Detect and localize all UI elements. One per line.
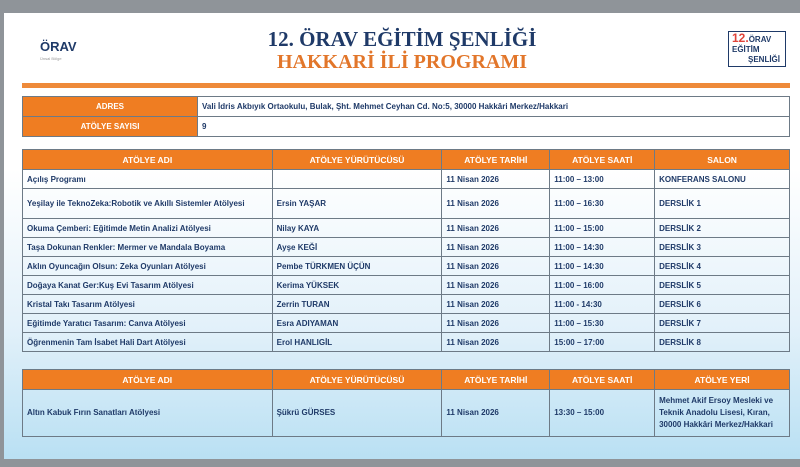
date-cell: 11 Nisan 2026 <box>442 276 550 295</box>
location-cell: DERSLİK 4 <box>655 257 790 276</box>
workshop-name-cell: Aklın Oyuncağın Olsun: Zeka Oyunları Atölyesi <box>23 257 273 276</box>
location-cell: DERSLİK 6 <box>655 295 790 314</box>
location-cell: DERSLİK 7 <box>655 314 790 333</box>
time-cell: 11:00 - 14:30 <box>550 295 655 314</box>
location-cell: DERSLİK 5 <box>655 276 790 295</box>
workshop-name-cell: Altın Kabuk Fırın Sanatları Atölyesi <box>23 390 273 437</box>
time-cell: 11:00 – 14:30 <box>550 257 655 276</box>
time-cell: 11:00 – 13:00 <box>550 170 655 189</box>
table-row <box>23 390 790 437</box>
workshop-name-cell: Öğrenmenin Tam İsabet Hali Dart Atölyesi <box>23 333 273 352</box>
count-row <box>23 117 790 137</box>
column-header: SALON <box>655 150 790 170</box>
address-value: Vali İdris Akbıyık Ortaokulu, Bulak, Şht. Mehmet Ceyhan Cd. No:5, 30000 Hakkâri Merkez/Hakkari <box>198 97 790 117</box>
column-header: ATÖLYE TARİHİ <box>442 150 550 170</box>
workshop-name-cell: Yeşilay ile TeknoZeka:Robotik ve Akıllı Sistemler Atölyesi <box>23 189 273 219</box>
date-cell: 11 Nisan 2026 <box>442 219 550 238</box>
column-header: ATÖLYE ADI <box>23 370 273 390</box>
column-header: ATÖLYE YERİ <box>655 370 790 390</box>
location-cell: DERSLİK 8 <box>655 333 790 352</box>
column-header: ATÖLYE YÜRÜTÜCÜSÜ <box>272 150 442 170</box>
table-row <box>23 238 790 257</box>
external-workshop-table <box>22 369 790 437</box>
instructor-cell: Nilay KAYA <box>272 219 442 238</box>
address-label: ADRES <box>23 97 198 117</box>
address-row <box>23 97 790 117</box>
orange-divider <box>22 83 790 88</box>
count-label: ATÖLYE SAYISI <box>23 117 198 137</box>
location-cell: Mehmet Akif Ersoy Mesleki ve Teknik Anadolu Lisesi, Kıran, 30000 Hakkâri Merkez/Hakkari <box>655 390 790 437</box>
instructor-cell: Pembe TÜRKMEN ÜÇÜN <box>272 257 442 276</box>
table-row <box>23 257 790 276</box>
date-cell: 11 Nisan 2026 <box>442 295 550 314</box>
column-header: ATÖLYE ADI <box>23 150 273 170</box>
date-cell: 11 Nisan 2026 <box>442 170 550 189</box>
date-cell: 11 Nisan 2026 <box>442 257 550 276</box>
instructor-cell: Ayşe KEĞİ <box>272 238 442 257</box>
date-cell: 11 Nisan 2026 <box>442 189 550 219</box>
table-row <box>23 333 790 352</box>
instructor-cell: Zerrin TURAN <box>272 295 442 314</box>
instructor-cell: Şükrü GÜRSES <box>272 390 442 437</box>
workshop-name-cell: Açılış Programı <box>23 170 273 189</box>
table-row <box>23 314 790 333</box>
time-cell: 11:00 – 16:30 <box>550 189 655 219</box>
orav-logo: ÖRAV Ünsal Bölge <box>40 39 77 61</box>
column-header: ATÖLYE SAATİ <box>550 150 655 170</box>
time-cell: 11:00 – 15:00 <box>550 219 655 238</box>
table-row <box>23 295 790 314</box>
table-header <box>23 370 790 390</box>
location-cell: DERSLİK 1 <box>655 189 790 219</box>
instructor-cell: Ersin YAŞAR <box>272 189 442 219</box>
time-cell: 11:00 – 14:30 <box>550 238 655 257</box>
page-title: 12. ÖRAV EĞİTİM ŞENLİĞİ <box>267 27 537 51</box>
instructor-cell <box>272 170 442 189</box>
table-row <box>23 276 790 295</box>
slide <box>4 13 800 459</box>
column-header: ATÖLYE SAATİ <box>550 370 655 390</box>
time-cell: 15:00 – 17:00 <box>550 333 655 352</box>
column-header: ATÖLYE TARİHİ <box>442 370 550 390</box>
table-header <box>23 150 790 170</box>
workshop-name-cell: Eğitimde Yaratıcı Tasarım: Canva Atölyesi <box>23 314 273 333</box>
page-subtitle: HAKKARİ İLİ PROGRAMI <box>276 51 527 73</box>
workshop-name-cell: Kristal Takı Tasarım Atölyesi <box>23 295 273 314</box>
workshop-name-cell: Taşa Dokunan Renkler: Mermer ve Mandala Boyama <box>23 238 273 257</box>
festival-badge-logo: 12.ÖRAV EĞİTİM ŞENLİĞİ <box>728 31 786 67</box>
instructor-cell: Kerima YÜKSEK <box>272 276 442 295</box>
location-cell: DERSLİK 2 <box>655 219 790 238</box>
time-cell: 11:00 – 15:30 <box>550 314 655 333</box>
workshop-name-cell: Doğaya Kanat Ger:Kuş Evi Tasarım Atölyesi <box>23 276 273 295</box>
table-row <box>23 219 790 238</box>
workshop-table <box>22 149 790 352</box>
table-row <box>23 170 790 189</box>
date-cell: 11 Nisan 2026 <box>442 238 550 257</box>
count-value: 9 <box>198 117 790 137</box>
location-cell: KONFERANS SALONU <box>655 170 790 189</box>
time-cell: 11:00 – 16:00 <box>550 276 655 295</box>
table-row <box>23 189 790 219</box>
workshop-name-cell: Okuma Çemberi: Eğitimde Metin Analizi Atölyesi <box>23 219 273 238</box>
location-cell: DERSLİK 3 <box>655 238 790 257</box>
column-header: ATÖLYE YÜRÜTÜCÜSÜ <box>272 370 442 390</box>
instructor-cell: Erol HANLIGİL <box>272 333 442 352</box>
time-cell: 13:30 – 15:00 <box>550 390 655 437</box>
instructor-cell: Esra ADIYAMAN <box>272 314 442 333</box>
date-cell: 11 Nisan 2026 <box>442 314 550 333</box>
info-table <box>22 96 790 137</box>
date-cell: 11 Nisan 2026 <box>442 390 550 437</box>
date-cell: 11 Nisan 2026 <box>442 333 550 352</box>
